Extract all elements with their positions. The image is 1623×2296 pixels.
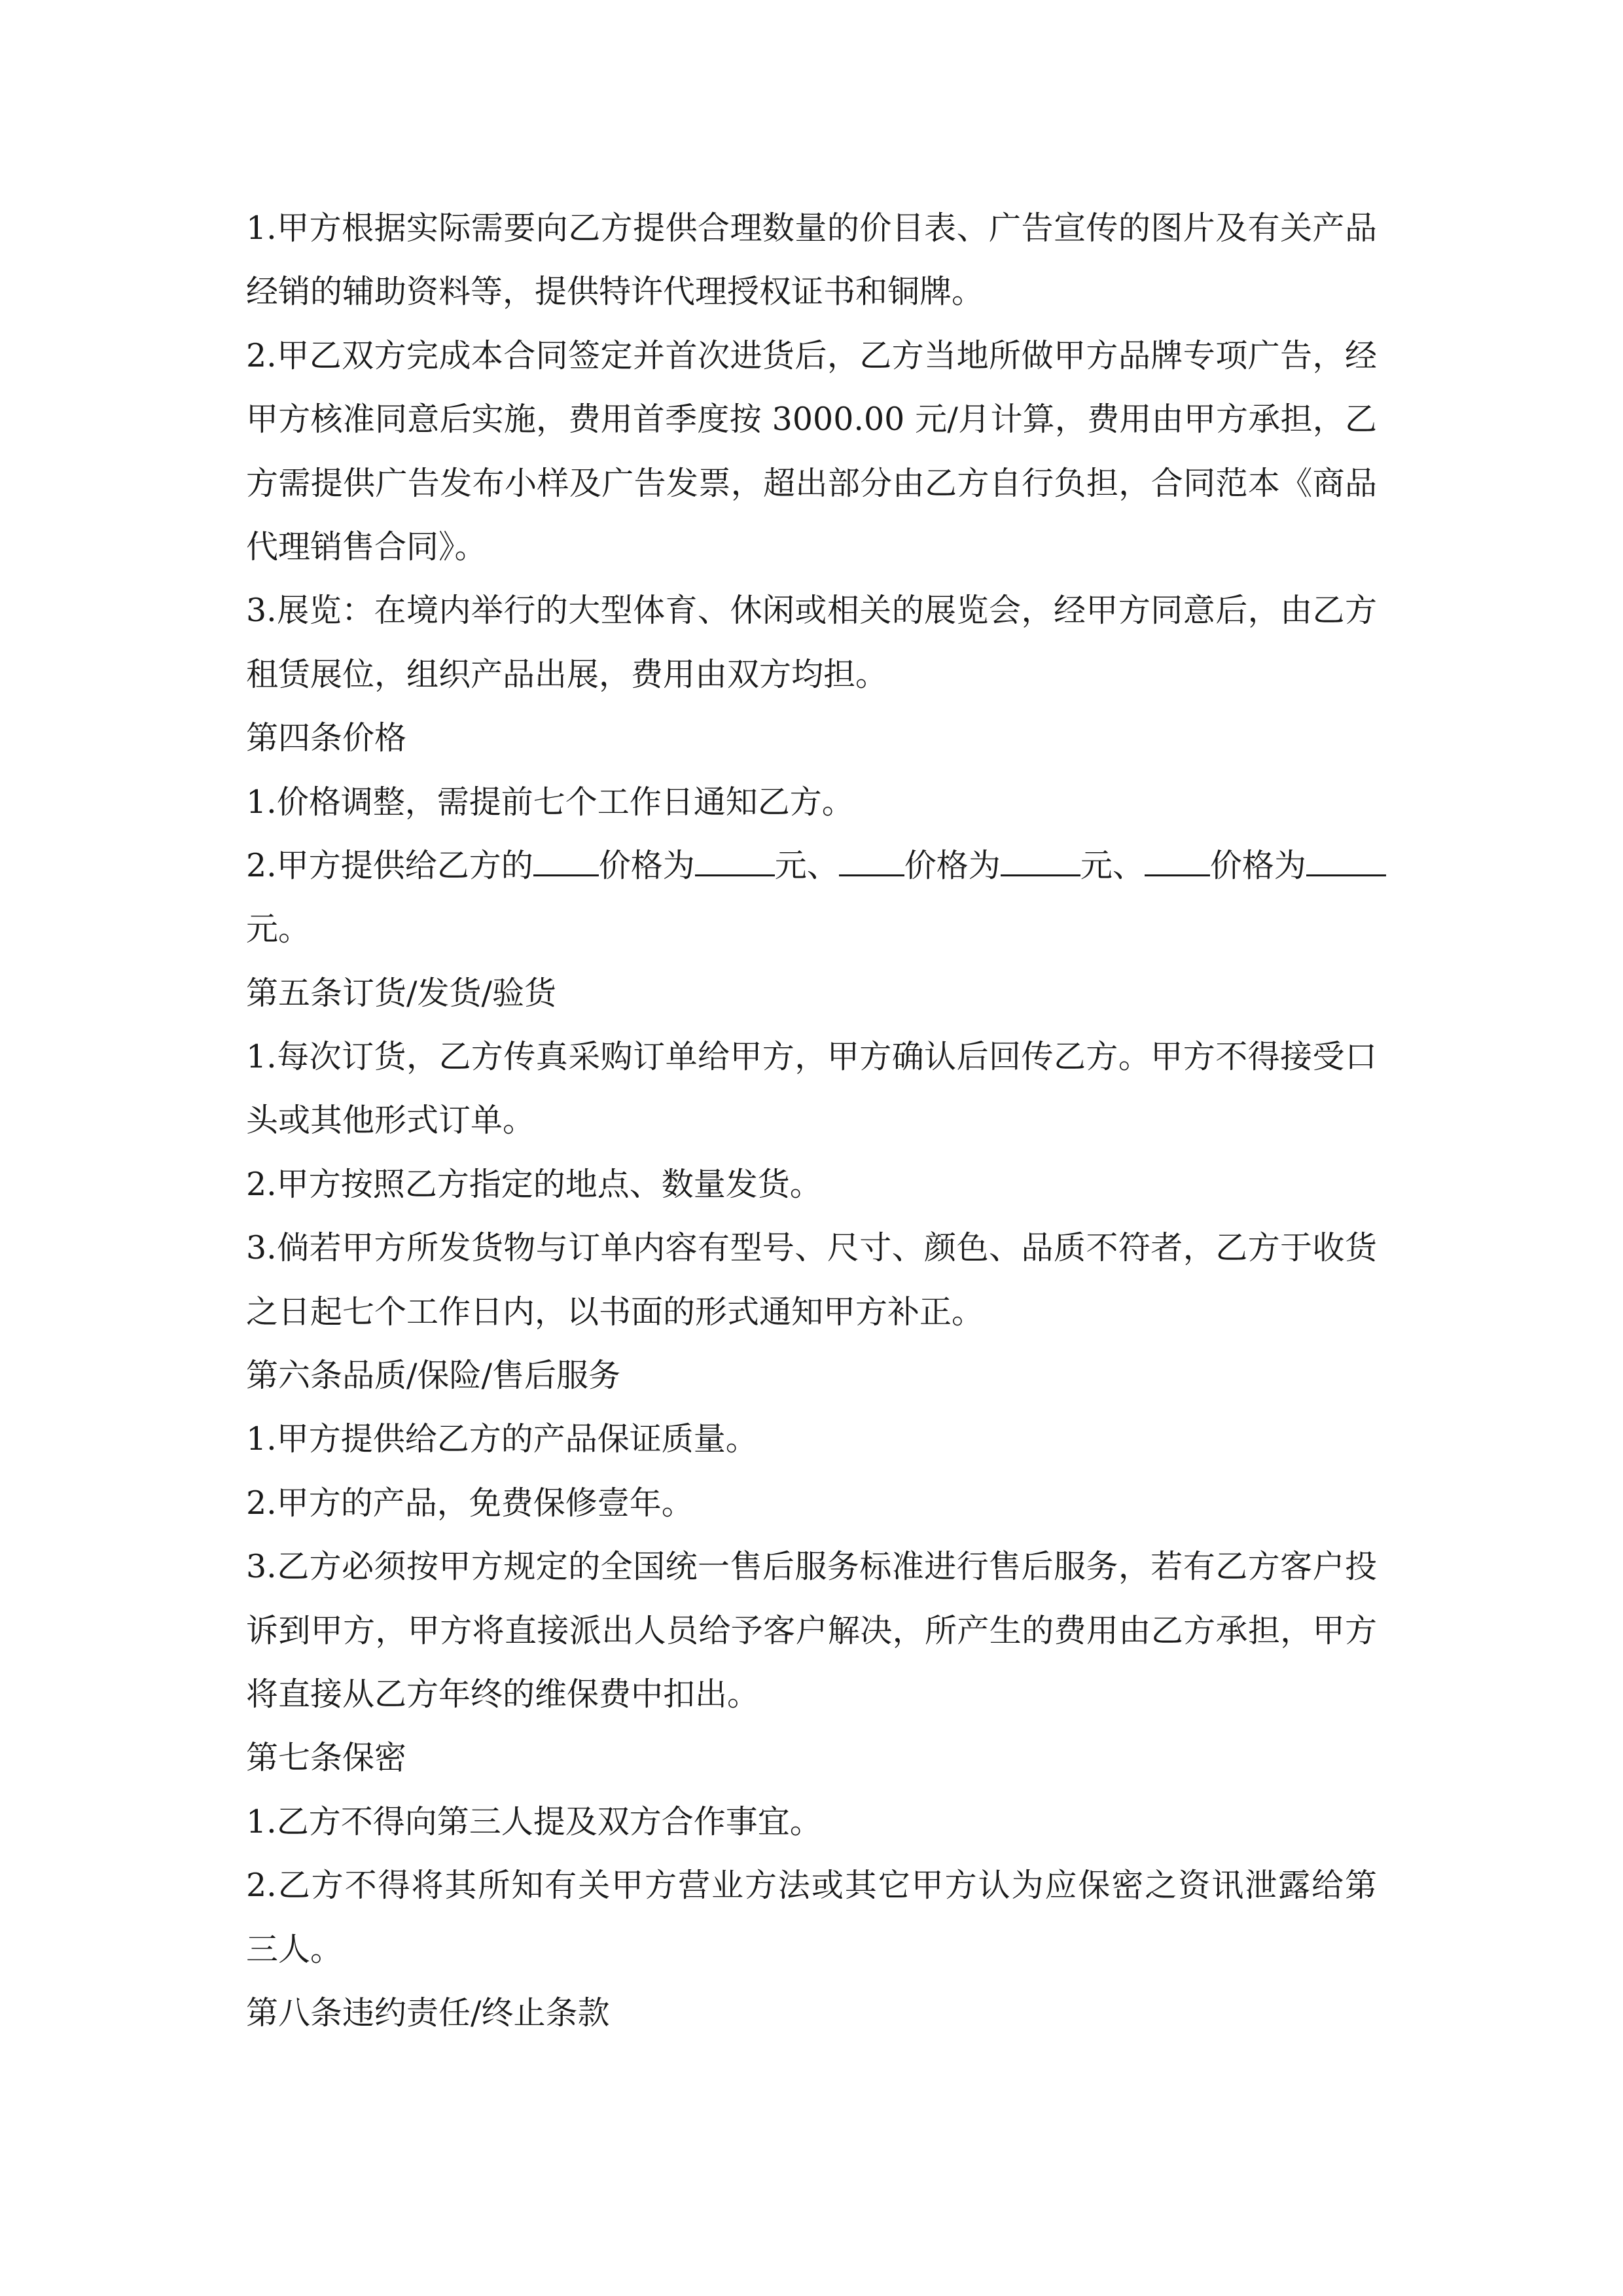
clause-line: 之日起七个工作日内，以书面的形式通知甲方补正。 [246,1293,984,1331]
clause-line: 2.甲方按照乙方指定的地点、数量发货。 [246,1165,822,1203]
fill-in-blank [1001,850,1080,876]
article-heading: 第四条价格 [246,719,407,757]
clause-line: 将直接从乙方年终的维保费中扣出。 [246,1675,760,1713]
clause-line: 3.展览：在境内举行的大型体育、休闲或相关的展览会，经甲方同意后，由乙方 [246,592,1377,630]
clause-line: 2.乙方不得将其所知有关甲方营业方法或其它甲方认为应保密之资讯泄露给第 [246,1867,1377,1905]
clause-line: 1.乙方不得向第三人提及双方合作事宜。 [246,1803,822,1840]
price-text-segment: 价格为 [1209,846,1306,884]
clause-line: 1.甲方根据实际需要向乙方提供合理数量的价目表、广告宣传的图片及有关产品 [246,209,1377,247]
fill-in-blank [533,850,599,876]
article-heading: 第七条保密 [246,1739,407,1777]
clause-line: 诉到甲方，甲方将直接派出人员给予客户解决，所产生的费用由乙方承担，甲方 [246,1611,1377,1649]
price-text-segment: 价格为 [904,846,1001,884]
clause-line: 方需提供广告发布小样及广告发票，超出部分由乙方自行负担，合同范本《商品 [246,464,1377,502]
fill-in-blank [839,850,904,876]
clause-line: 租赁展位，组织产品出展，费用由双方均担。 [246,655,888,693]
price-text-segment: 元、 [774,846,839,884]
article-heading: 第六条品质/保险/售后服务 [246,1357,621,1395]
clause-line: 1.每次订货，乙方传真采购订单给甲方，甲方确认后回传乙方。甲方不得接受口 [246,1038,1377,1076]
clause-line: 甲方核准同意后实施，费用首季度按 3000.00 元/月计算，费用由甲方承担，乙 [246,401,1377,439]
clause-line: 代理销售合同》。 [246,528,487,565]
fill-in-blank [1306,850,1386,876]
price-text-segment: 元、 [1080,846,1145,884]
clause-line: 2.甲方的产品，免费保修壹年。 [246,1484,694,1522]
fill-in-blank [695,850,775,876]
clause-line: 三人。 [246,1930,343,1968]
article-heading: 第五条订货/发货/验货 [246,974,557,1012]
clause-line: 元。 [246,910,311,948]
clause-line: 1.甲方提供给乙方的产品保证质量。 [246,1420,758,1458]
price-clause-line [246,834,1377,897]
price-text-segment: 2.甲方提供给乙方的 [246,846,533,884]
fill-in-blank [1145,850,1210,876]
clause-line: 3.倘若甲方所发货物与订单内容有型号、尺寸、颜色、品质不符者，乙方于收货 [246,1229,1377,1267]
article-heading: 第八条违约责任/终止条款 [246,1994,610,2032]
clause-line: 2.甲乙双方完成本合同签定并首次进货后，乙方当地所做甲方品牌专项广告，经 [246,336,1377,374]
price-text-segment: 价格为 [598,846,695,884]
clause-line: 经销的辅助资料等，提供特许代理授权证书和铜牌。 [246,273,984,311]
clause-line: 1.价格调整，需提前七个工作日通知乙方。 [246,783,854,821]
contract-body [246,196,1377,2045]
clause-line: 3.乙方必须按甲方规定的全国统一售后服务标准进行售后服务，若有乙方客户投 [246,1548,1377,1586]
clause-line: 头或其他形式订单。 [246,1102,535,1139]
